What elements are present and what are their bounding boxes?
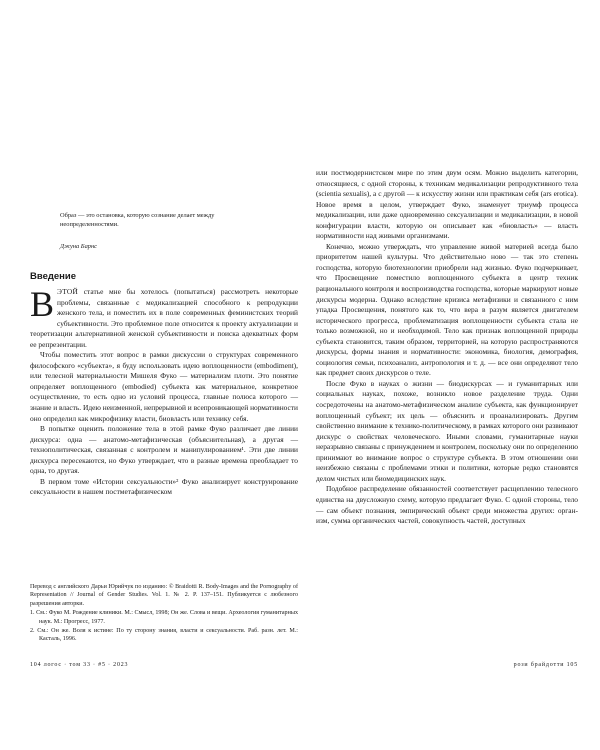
- right-paragraph-1: или постмодернистском мире по этим двум осям. Можно выделить категории, относящиеся, с одной стороны, к техникам медикализации репродуктивного тела (scientia sexualis), а с другой — к искусству жизни или практикам себя (ars erotica). Новое время в целом, утверждает Фуко, знаменует триумф процесса медикализации, или даже одновременно сексуализации и медикализации, в новой конфигурации власти, которую он описывает как «биовласть» — власть нормативности над живыми организмами.: [316, 168, 578, 241]
- paragraph-3: В попытке оценить положение тела в этой рамке Фуко различает две линии дискурса: одна — анатомо-метафизическая (объяснительная), а другая — технополитическая, связанная с контролем и манипулированием¹. Эти две линии дискурса пересекаются, но Фуко утверждает, что в разные времена преобладает то одна, то другая.: [30, 424, 298, 476]
- footnote-2: 2. См.: Он же. Воля к истине: По ту сторону знания, власти и сексуальности. Раб. разн. лет. М.: Касталь, 1996.: [30, 628, 298, 643]
- footnote-1: 1. См.: Фуко М. Рождение клиники. М.: Смысл, 1998; Он же. Слова и вещи. Археология гуманитарных наук. М.: Прогресс, 1977.: [30, 610, 298, 625]
- right-paragraph-4: Подобное распределение обязанностей соответствует расщеплению телесного единства на двусложную схему, которую предлагает Фуко. С одной стороны, тело — сам объект познания, эмпирический объект среди множества других: орган-изм, сумма органических частей, совокупность частей, доступных: [316, 484, 578, 526]
- paragraph-4: В первом томе «Истории сексуальности»² Фуко анализирует конструирование сексуальности в нашем постметафизическом: [30, 476, 298, 497]
- paragraph-1-text: статье мне бы хотелось (попытаться) рассмотреть некоторые проблемы, связанные с медикализацией способного к репродукции женского тела, и поместить их в поле современных феминистских теорий субъективности. Это проблемное поле относится к проекту актуализации и теоретизации альтернативной женской субъективности и поиска адекватных форм ее репрезентации.: [30, 287, 298, 349]
- right-paragraph-3: После Фуко в науках о жизни — биодискурсах — и гуманитарных или социальных науках, похоже, возникло новое разделение труда. Одни сосредоточены на анатомо-метафизическом анализе субъекта, как функционирует воплощенный субъект; их цель — объяснить и проанализировать. Другим свойственно внимание к технико-политическому, в рамках которого они развивают дискурс о свойствах человеческого. Иными словами, гуманитарные науки неразрывно связаны с принуждением и контролем, поскольку они по определению принимают во внимание вопрос о структуре субъекта. В этом отношении они неизбежно связаны с проблемами этики и политики, которые редко становятся делом чистых или биомедицинских наук.: [316, 378, 579, 483]
- left-column-text: [30, 284, 298, 498]
- epigraph: Образ — это остановка, которую сознание делает между неопределенностями.: [60, 212, 215, 228]
- paragraph-2: Чтобы поместить этот вопрос в рамки дискуссии о структурах современного философского «субъекта», я буду использовать идею воплощенности (embodiment), или телесной материальности Мишеля Фуко — материализм плоти. Это понятие определяет воплощенного (embodied) субъекта как материальное, конкретное осуществление, то есть одно из условий процесса, главные полюса которого — знание и власть. Идею неизменной, непрерывной и всепроникающей нормативности оно определил как микрофизику власти, биовласть или технику себя.: [30, 350, 298, 423]
- right-page-footer: рози брайдотти 105: [513, 662, 578, 668]
- section-heading: Введение: [30, 271, 77, 282]
- right-paragraph-2: Конечно, можно утверждать, что управление живой материей всегда было приоритетом нашей культуры. Что действительно ново — так это степень господства, которую биотехнологии приобрели над жизнью. Фуко подчеркивает, что Просвещение поместило воплощенного субъекта в центр техник рационального контроля и воспроизводства господства, которые маркируют новые дискурсы модерна. Однако вследствие кризиса метафизики и связанного с ним упадка Просвещения, понятого как то, что вера в разум является двигателем исторического прогресса, проблематизация воплощенности субъекта стала не только возможной, но и необходимой. Тело как признак воплощенной природы субъекта становится, таким образом, территорией, на которую распространяются дискурсы, формы знания и нормативности: экономика, биология, демография, социология семьи, психоанализ, антропология и т. д. — все они определяют тело как предмет своих дискурсов о теле.: [316, 241, 578, 378]
- right-column-text: [316, 168, 578, 527]
- footnotes: [30, 583, 298, 645]
- footnote-translation: Перевод с английского Дарьи Юрийчук по изданию: © Braidotti R. Body-Images and the Pornography of Representation // Journal of Gender Studies. Vol. 1. № 2. P. 137–151. Публикуется с любезного разрешения авторки.: [30, 584, 298, 607]
- drop-cap: В: [30, 284, 55, 324]
- paragraph-1: [30, 284, 298, 350]
- left-page-footer: 104 логос · том 33 · #5 · 2023: [30, 662, 129, 668]
- paragraph-1-lead: ЭТОЙ: [57, 287, 79, 296]
- epigraph-author: Джуна Барнс: [60, 243, 97, 250]
